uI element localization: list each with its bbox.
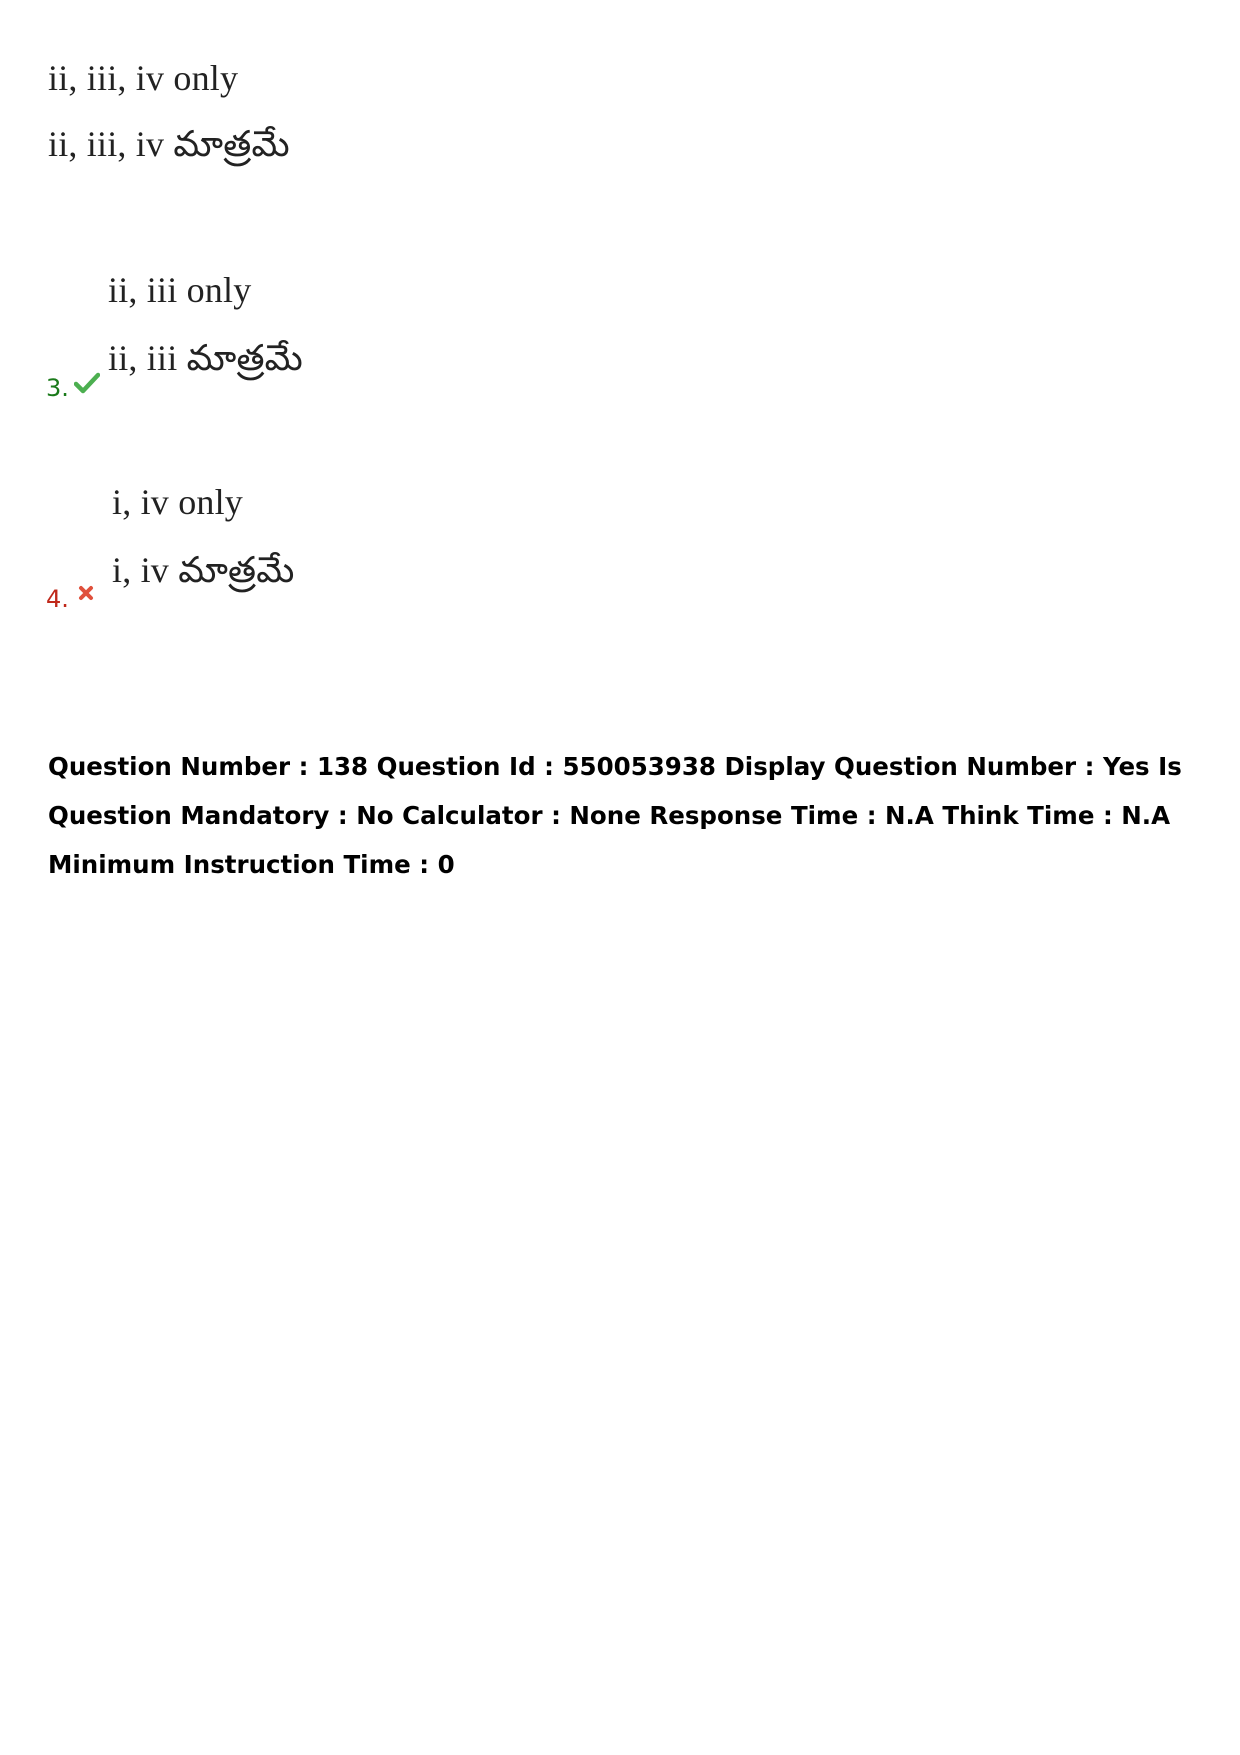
check-icon bbox=[74, 372, 100, 394]
question-metadata: Question Number : 138 Question Id : 550053938 Display Question Number : Yes Is Question Mandatory : No Calculator : None Response Time : N.A Think Time : N.A Minimum Instruction Time : 0 bbox=[48, 752, 1182, 879]
option-4-number: 4. bbox=[46, 585, 69, 613]
option-3-telugu-text: ii, iii మాత్రమే bbox=[108, 338, 303, 378]
option-2-telugu-text: ii, iii, iv మాత్రమే bbox=[48, 124, 290, 164]
option-3-english-text: ii, iii only bbox=[108, 270, 252, 310]
option-2-english-text: ii, iii, iv only bbox=[48, 58, 239, 98]
option-4-telugu-text: i, iv మాత్రమే bbox=[112, 550, 295, 590]
cross-icon bbox=[78, 585, 94, 601]
option-3-number: 3. bbox=[46, 374, 69, 402]
option-4-english-text: i, iv only bbox=[112, 482, 244, 522]
